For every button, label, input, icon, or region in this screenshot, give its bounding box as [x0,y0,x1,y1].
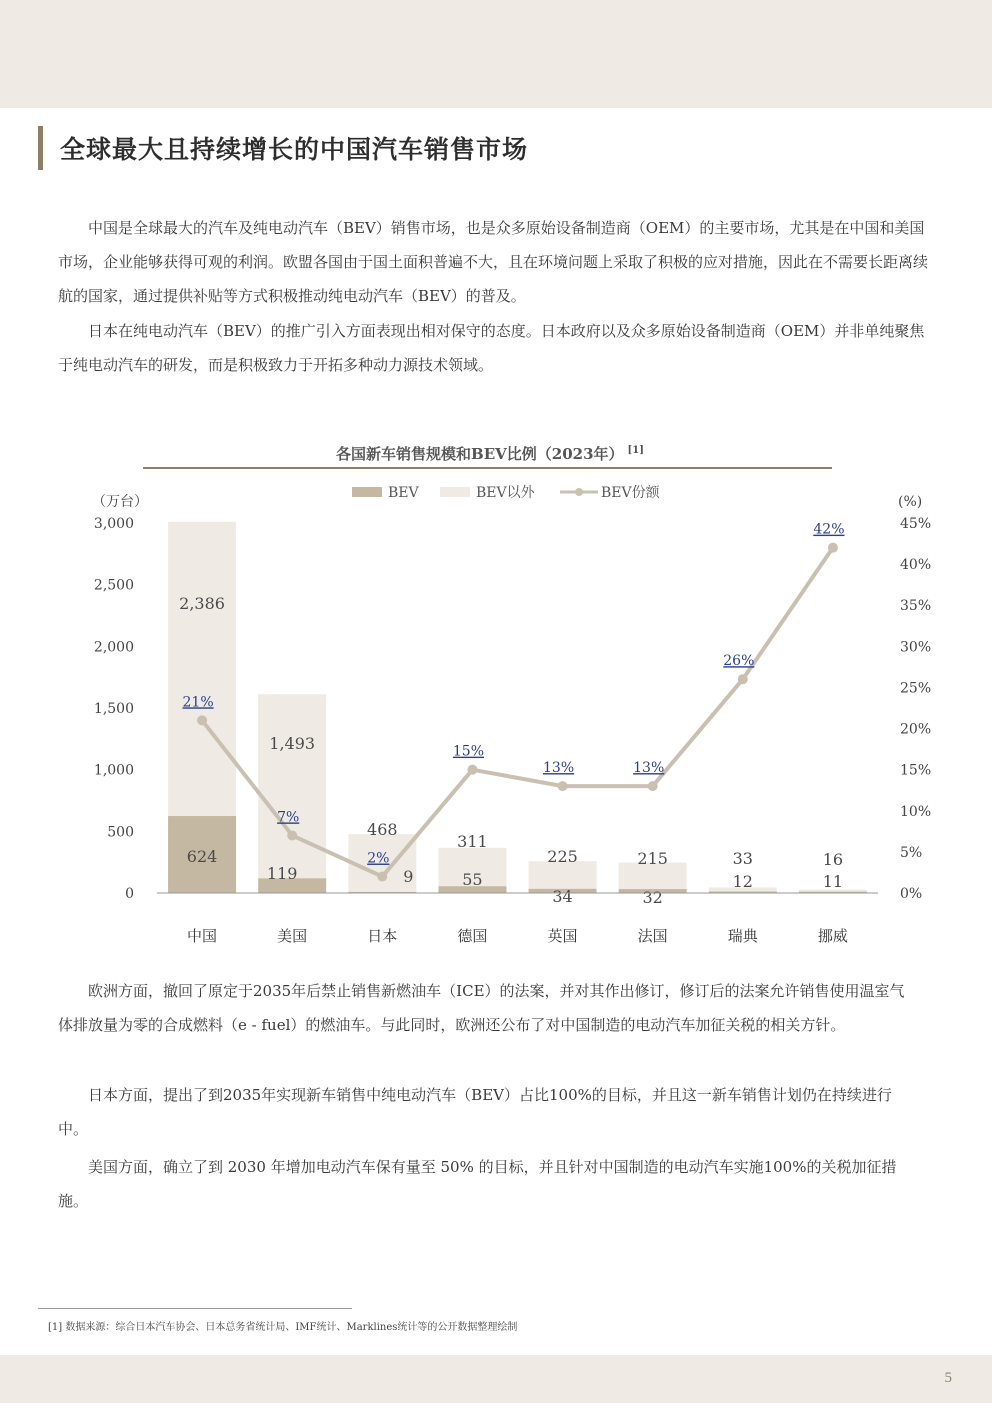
bar-value-bev: 624 [186,847,218,866]
paragraph-japan-stance: 日本在纯电动汽车（BEV）的推广引入方面表现出相对保守的态度。日本政府以及众多原始设备制造商（OEM）并非单纯聚焦于纯电动汽车的研发，而是积极致力于开拓多种动力源技术领域。 [58,322,925,374]
share-label: 26% [723,653,755,670]
bar-value-bev: 55 [462,870,483,889]
y-tick-left: 2,500 [93,577,134,594]
paragraph-europe: 欧洲方面，撤回了原定于2035年后禁止销售新燃油车（ICE）的法案，并对其作出修订，修订后的法案允许销售使用温室气体排放量为零的合成燃料（e - fuel）的燃油车。与此同时，欧洲还公布了对中国制造的电动汽车加征关税的相关方针。 [58,982,905,1034]
share-point [287,830,297,840]
y-axis-right-label: (%) [898,494,923,510]
bar-value-non-bev: 311 [457,832,488,851]
bar-value-non-bev: 468 [367,820,398,839]
legend-swatch-bev [352,487,382,497]
legend-label-share: BEV份额 [601,485,660,501]
bar-non-bev [168,522,236,816]
share-label: 21% [182,694,214,711]
x-tick-label: 美国 [277,927,308,945]
bar-non-bev [258,694,326,878]
share-point [828,543,838,553]
legend-label-non-bev: BEV以外 [476,485,535,501]
share-point [648,781,658,791]
share-label: 7% [277,809,300,826]
y-axis-left-label: （万台） [92,494,148,510]
paragraph-china-market: 中国是全球最大的汽车及纯电动汽车（BEV）销售市场，也是众多原始设备制造商（OEM）的主要市场，尤其是在中国和美国市场，企业能够获得可观的利润。欧盟各国由于国土面积普遍不大，且在环境问题上采取了积极的应对措施，因此在不需要长距离续航的国家，通过提供补贴等方式积极推动纯电动汽车（BEV）的普及。 [58,219,929,305]
bar-value-non-bev: 33 [732,849,753,868]
heading-accent-bar [38,126,43,170]
y-tick-right: 20% [900,721,932,738]
share-point [377,872,387,882]
header-band [0,0,992,108]
bar-value-bev: 119 [266,864,298,883]
bar-value-non-bev: 16 [822,850,844,869]
bar-value-non-bev: 215 [637,849,668,868]
y-tick-right: 10% [900,803,932,820]
footer-band [0,1355,992,1403]
share-label: 13% [543,760,575,777]
page-title: 全球最大且持续增长的中国汽车销售市场 [60,135,529,164]
x-tick-label: 瑞典 [727,927,758,945]
page-number: 5 [944,1370,952,1386]
footnote-divider [38,1308,352,1309]
bar-value-bev: 11 [822,872,844,891]
y-tick-right: 0% [900,886,923,902]
bar-value-non-bev: 225 [547,847,578,866]
y-tick-right: 25% [900,680,932,697]
share-label: 42% [813,521,845,538]
y-tick-left: 0 [125,886,134,902]
x-tick-label: 中国 [187,927,218,945]
x-tick-label: 法国 [637,927,668,945]
paragraph-japan-target: 日本方面，提出了到2035年实现新车销售中纯电动汽车（BEV）占比100%的目标，并且这一新车销售计划仍在持续进行中。 [58,1086,892,1138]
bar-value-non-bev: 2,386 [179,594,225,613]
share-point [558,781,568,791]
paragraph-usa: 美国方面，确立了到 2030 年增加电动汽车保有量至 50% 的目标，并且针对中国制造的电动汽车实施100%的关税加征措施。 [58,1158,897,1210]
y-tick-right: 15% [900,762,932,779]
legend-swatch-non-bev [440,487,470,497]
bar-value-bev: 9 [403,867,414,886]
share-label: 15% [452,743,484,760]
y-tick-left: 2,000 [93,639,134,656]
y-tick-left: 1,000 [93,762,134,779]
y-tick-left: 3,000 [93,516,134,532]
share-point [467,765,477,775]
y-tick-left: 1,500 [93,701,134,717]
y-tick-left: 500 [107,824,134,841]
x-tick-label: 德国 [457,927,488,945]
x-tick-label: 英国 [547,927,578,945]
y-tick-right: 30% [900,639,932,656]
footnote: [1] 数据来源：综合日本汽车协会、日本总务省统计局、IMF统计、Marklines统计等的公开数据整理绘制 [48,1322,518,1333]
chart-title: 各国新车销售规模和BEV比例（2023年） [1] [336,445,644,463]
share-label: 13% [633,760,665,777]
bar-value-bev: 34 [552,887,573,906]
y-tick-right: 5% [900,844,923,861]
legend-label-bev: BEV [388,485,419,501]
x-tick-label: 挪威 [817,927,848,945]
legend-marker-share [575,488,583,496]
sales-chart-svg [60,435,940,955]
bar-value-bev: 12 [732,872,753,891]
y-tick-right: 35% [900,598,932,615]
bar-value-bev: 32 [642,888,663,907]
y-tick-right: 40% [900,557,932,574]
y-tick-right: 45% [900,516,932,532]
share-point [738,674,748,684]
sales-chart [60,435,940,955]
x-tick-label: 日本 [367,927,398,945]
bar-value-non-bev: 1,493 [269,734,316,753]
share-label: 2% [367,850,390,867]
share-point [197,715,207,725]
